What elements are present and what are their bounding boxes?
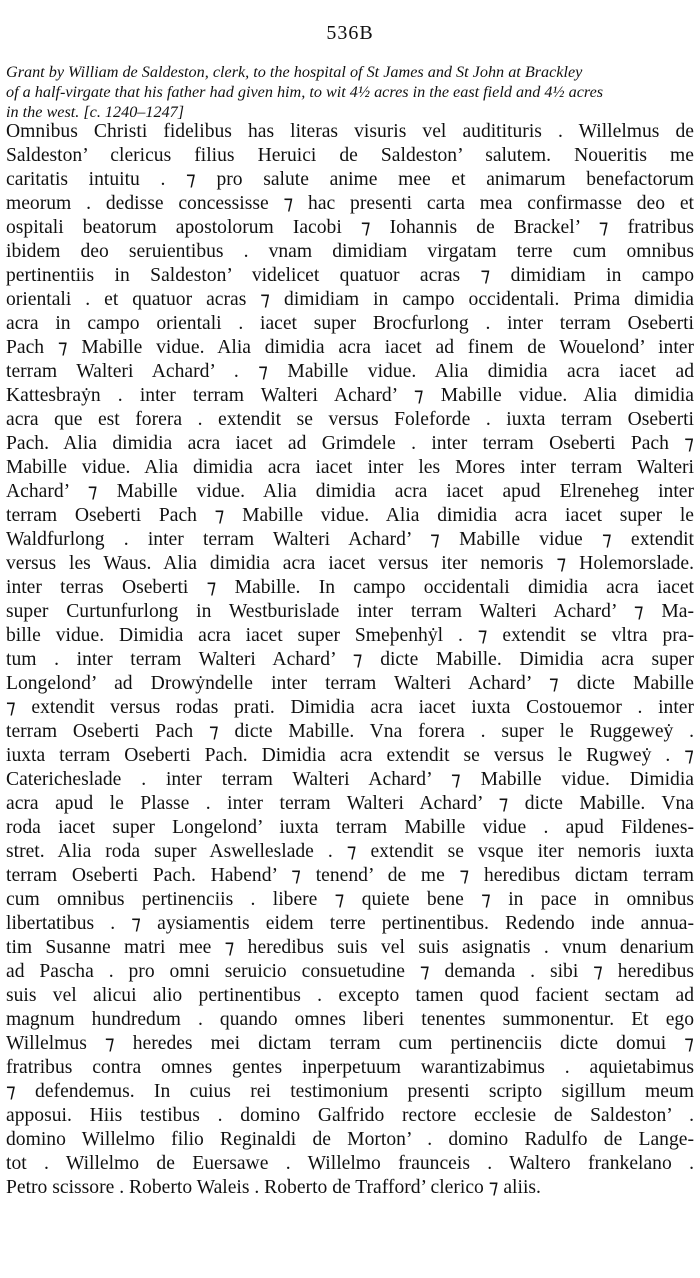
text-line: libertatibus . ⁊ aysiamentis eidem terre pertinentibus. Redendo inde annua- <box>6 913 694 934</box>
text-line: caritatis intuitu . ⁊ pro salute anime mee et animarum benefactorum <box>6 169 694 190</box>
text-line: magnum hundredum . quando omnes liberi tenentes summonentur. Et ego <box>6 1009 694 1030</box>
text-line: terram Walteri Achard’ . ⁊ Mabille vidue. Alia dimidia acra iacet ad <box>6 361 694 382</box>
text-line: domino Willelmo filio Reginaldi de Morton’ . domino Radulfo de Lange- <box>6 1129 694 1150</box>
text-line: Kattesbraẏn . inter terram Walteri Achard’ ⁊ Mabille vidue. Alia dimidia <box>6 385 694 406</box>
text-line: stret. Alia roda super Aswelleslade . ⁊ extendit se vsque iter nemoris iuxta <box>6 841 694 862</box>
text-line: Omnibus Christi fidelibus has literas visuris vel auditituris . Willelmus de <box>6 121 694 142</box>
text-line: Mabille vidue. Alia dimidia acra iacet inter les Mores inter terram Walteri <box>6 457 694 478</box>
text-line: Willelmus ⁊ heredes mei dictam terram cum pertinenciis dicte domui ⁊ <box>6 1033 694 1054</box>
text-line: roda iacet super Longelond’ iuxta terram Mabille vidue . apud Fildenes- <box>6 817 694 838</box>
text-line: terram Oseberti Pach ⁊ dicte Mabille. Vna forera . super le Ruggeweẏ . <box>6 721 694 742</box>
text-line: iuxta terram Oseberti Pach. Dimidia acra extendit se versus le Rugweẏ . ⁊ <box>6 745 694 766</box>
document-number: 536B <box>326 22 374 44</box>
document-summary <box>6 62 694 122</box>
text-line: fratribus contra omnes gentes inperpetuum warantizabimus . aquietabimus <box>6 1057 694 1078</box>
text-line: versus les Waus. Alia dimidia acra iacet versus iter nemoris ⁊ Holemorslade. <box>6 553 694 574</box>
text-line: ⁊ defendemus. In cuius rei testimonium presenti scripto sigillum meum <box>6 1081 694 1102</box>
summary-line: Grant by William de Saldeston, clerk, to the hospital of St James and St John at Brackley <box>6 63 583 81</box>
text-line: tim Susanne matri mee ⁊ heredibus suis vel suis asignatis . vnum denarium <box>6 937 694 958</box>
text-line: Pach. Alia dimidia acra iacet ad Grimdele . inter terram Oseberti Pach ⁊ <box>6 433 694 454</box>
text-line: Achard’ ⁊ Mabille vidue. Alia dimidia acra iacet apud Elreneheg inter <box>6 481 694 502</box>
text-line: Saldeston’ clericus filius Heruici de Saldeston’ salutem. Noueritis me <box>6 145 694 166</box>
text-line: terram Oseberti Pach ⁊ Mabille vidue. Alia dimidia acra iacet super le <box>6 505 694 526</box>
text-line: ibidem deo seruientibus . vnam dimidiam virgatam terre cum omnibus <box>6 241 694 262</box>
text-line: tum . inter terram Walteri Achard’ ⁊ dicte Mabille. Dimidia acra super <box>6 649 694 670</box>
text-line: ⁊ extendit versus rodas prati. Dimidia acra iacet iuxta Costouemor . inter <box>6 697 694 718</box>
text-line: ospitali beatorum apostolorum Iacobi ⁊ Iohannis de Brackel’ ⁊ fratribus <box>6 217 694 238</box>
text-line: bille vidue. Dimidia acra iacet super Smeþenhẏl . ⁊ extendit se vltra pra- <box>6 625 694 646</box>
summary-line: in the west. [c. 1240–1247] <box>6 103 185 121</box>
text-line: apposui. Hiis testibus . domino Galfrido rectore ecclesie de Saldeston’ . <box>6 1105 694 1126</box>
text-line: Catericheslade . inter terram Walteri Achard’ ⁊ Mabille vidue. Dimidia <box>6 769 694 790</box>
text-line: acra apud le Plasse . inter terram Walteri Achard’ ⁊ dicte Mabille. Vna <box>6 793 694 814</box>
text-line: acra in campo orientali . iacet super Brocfurlong . inter terram Oseberti <box>6 313 694 334</box>
text-line: super Curtunfurlong in Westburislade inter terram Walteri Achard’ ⁊ Ma- <box>6 601 694 622</box>
text-line: acra que est forera . extendit se versus Foleforde . iuxta terram Oseberti <box>6 409 694 430</box>
text-line: orientali . et quatuor acras ⁊ dimidiam in campo occidentali. Prima dimidia <box>6 289 694 310</box>
text-line: cum omnibus pertinenciis . libere ⁊ quiete bene ⁊ in pace in omnibus <box>6 889 694 910</box>
text-line: Waldfurlong . inter terram Walteri Achard’ ⁊ Mabille vidue ⁊ extendit <box>6 529 694 550</box>
text-line: terram Oseberti Pach. Habend’ ⁊ tenend’ de me ⁊ heredibus dictam terram <box>6 865 694 886</box>
text-line: Pach ⁊ Mabille vidue. Alia dimidia acra iacet ad finem de Wouelond’ inter <box>6 337 694 358</box>
text-line: Longelond’ ad Drowẏndelle inter terram Walteri Achard’ ⁊ dicte Mabille <box>6 673 694 694</box>
text-line: pertinentiis in Saldeston’ videlicet quatuor acras ⁊ dimidiam in campo <box>6 265 694 286</box>
text-line: ad Pascha . pro omni seruicio consuetudine ⁊ demanda . sibi ⁊ heredibus <box>6 961 694 982</box>
text-line: tot . Willelmo de Euersawe . Willelmo frаunceis . Waltero frankelano . <box>6 1153 694 1174</box>
text-line: meorum . dedisse concessisse ⁊ hac presenti carta mea confirmasse deo et <box>6 193 694 214</box>
text-line: Petro scissore . Roberto Waleis . Roberto de Trafford’ clerico ⁊ aliis. <box>6 1177 541 1198</box>
charter-text <box>6 120 694 1200</box>
summary-line: of a half-virgate that his father had given him, to wit 4½ acres in the east field and 4½ acres <box>6 83 604 101</box>
text-line: suis vel alicui alio pertinentibus . excepto tamen quod facient sectam ad <box>6 985 694 1006</box>
text-line: inter terras Oseberti ⁊ Mabille. In campo occidentali dimidia acra iacet <box>6 577 694 598</box>
